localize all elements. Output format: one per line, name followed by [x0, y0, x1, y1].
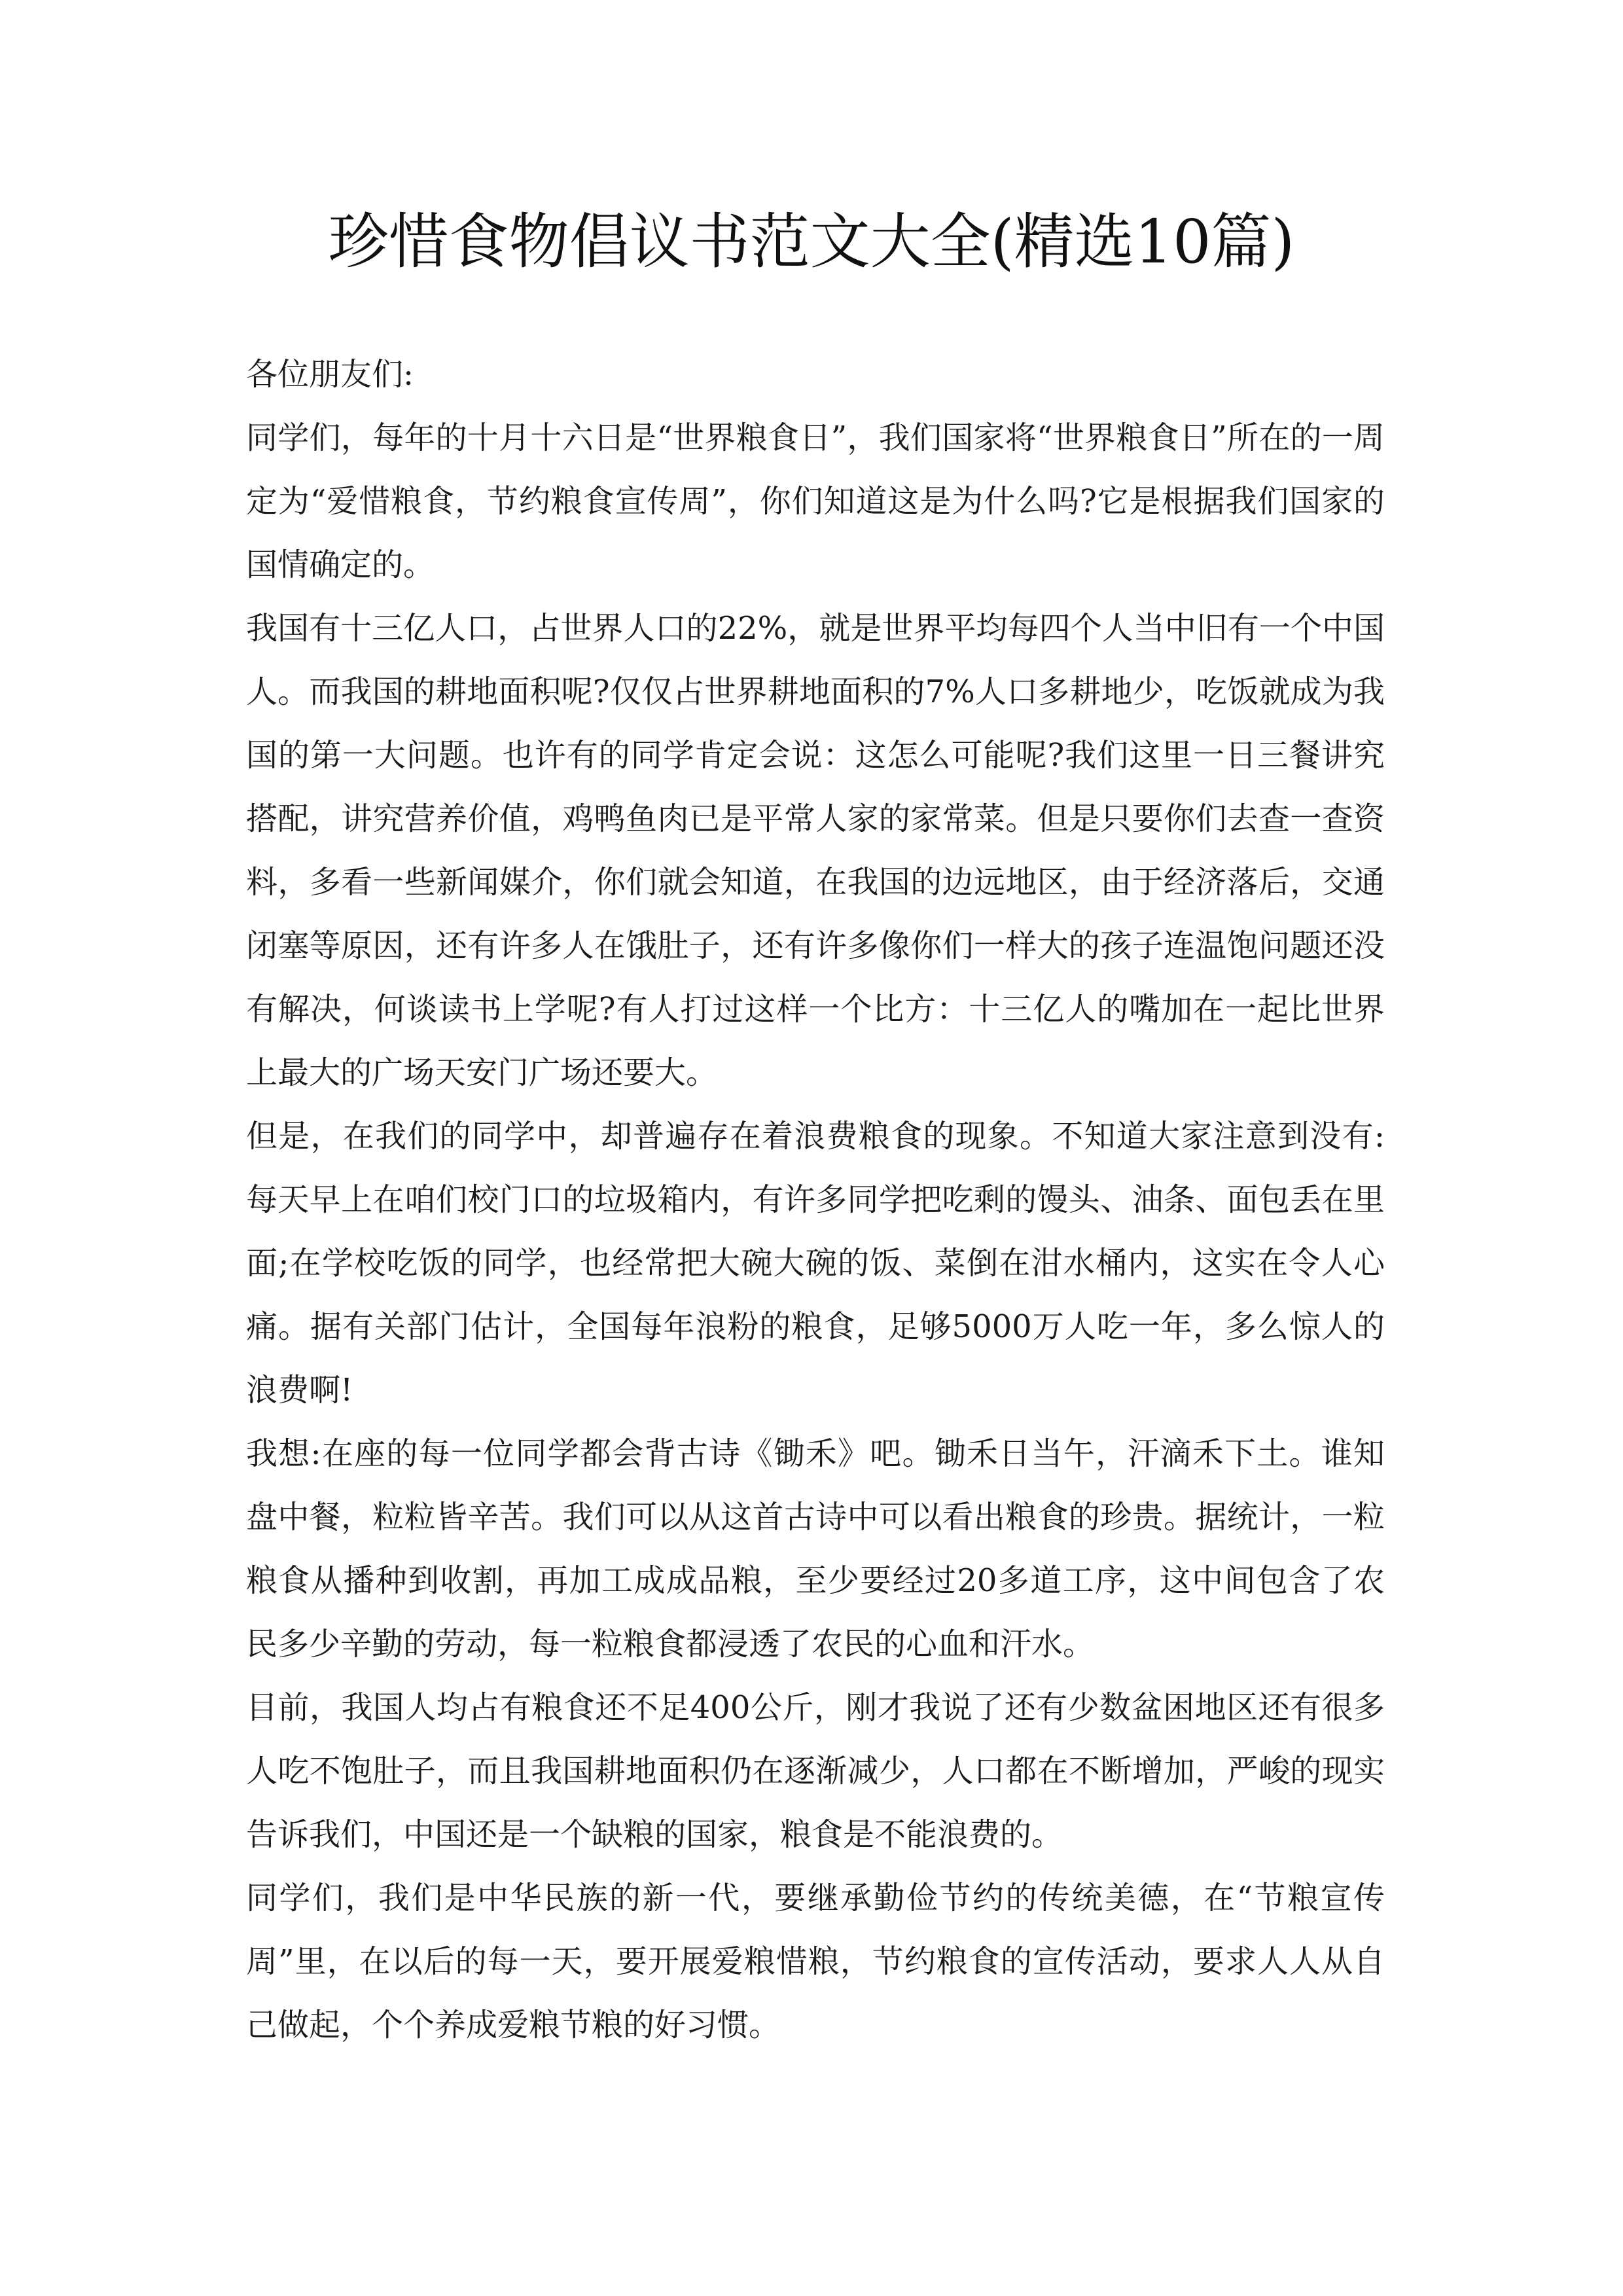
- document-body: [246, 343, 1385, 2057]
- paragraph-poem: 我想:在座的每一位同学都会背古诗《锄禾》吧。锄禾日当午，汗滴禾下土。谁知盘中餐，粒粒皆辛苦。我们可以从这首古诗中可以看出粮食的珍贵。据统计，一粒粮食从播种到收割，再加工成成品粮，至少要经过20多道工序，这中间包含了农民多少辛勤的劳动，每一粒粮食都浸透了农民的心血和汗水。: [246, 1435, 1385, 1662]
- paragraph-greeting: 各位朋友们:: [246, 356, 414, 393]
- paragraph-call-to-action: 同学们，我们是中华民族的新一代，要继承勤俭节约的传统美德，在“节粮宣传周”里，在以后的每一天，要开展爱粮惜粮，节约粮食的宣传活动，要求人人从自己做起，个个养成爱粮节粮的好习惯。: [246, 1880, 1385, 2043]
- paragraph-food-day: 同学们，每年的十月十六日是“世界粮食日”，我们国家将“世界粮食日”所在的一周定为“爱惜粮食，节约粮食宣传周”，你们知道这是为什么吗?它是根据我们国家的国情确定的。: [246, 420, 1385, 583]
- paragraph-current-situation: 目前，我国人均占有粮食还不足400公斤，刚才我说了还有少数盆困地区还有很多人吃不饱肚子，而且我国耕地面积仍在逐渐减少，人口都在不断增加，严峻的现实告诉我们，中国还是一个缺粮的国家，粮食是不能浪费的。: [246, 1689, 1385, 1853]
- paragraph-population: 我国有十三亿人口，占世界人口的22%，就是世界平均每四个人当中旧有一个中国人。而我国的耕地面积呢?仅仅占世界耕地面积的7%人口多耕地少，吃饭就成为我国的第一大问题。也许有的同学肯定会说：这怎么可能呢?我们这里一日三餐讲究搭配，讲究营养价值，鸡鸭鱼肉已是平常人家的家常菜。但是只要你们去查一查资料，多看一些新闻媒介，你们就会知道，在我国的边远地区，由于经济落后，交通闭塞等原因，还有许多人在饿肚子，还有许多像你们一样大的孩子连温饱问题还没有解决，何谈读书上学呢?有人打过这样一个比方：十三亿人的嘴加在一起比世界上最大的广场天安门广场还要大。: [246, 610, 1385, 1091]
- paragraph-waste: 但是，在我们的同学中，却普遍存在着浪费粮食的现象。不知道大家注意到没有:每天早上在咱们校门口的垃圾箱内，有许多同学把吃剩的馒头、油条、面包丢在里面;在学校吃饭的同学，也经常把大碗大碗的饭、菜倒在泔水桶内，这实在令人心痛。据有关部门估计，全国每年浪粉的粮食，足够5000万人吃一年，多么惊人的浪费啊!: [246, 1118, 1385, 1408]
- document-title: 珍惜食物倡议书范文大全(精选10篇): [328, 207, 1295, 277]
